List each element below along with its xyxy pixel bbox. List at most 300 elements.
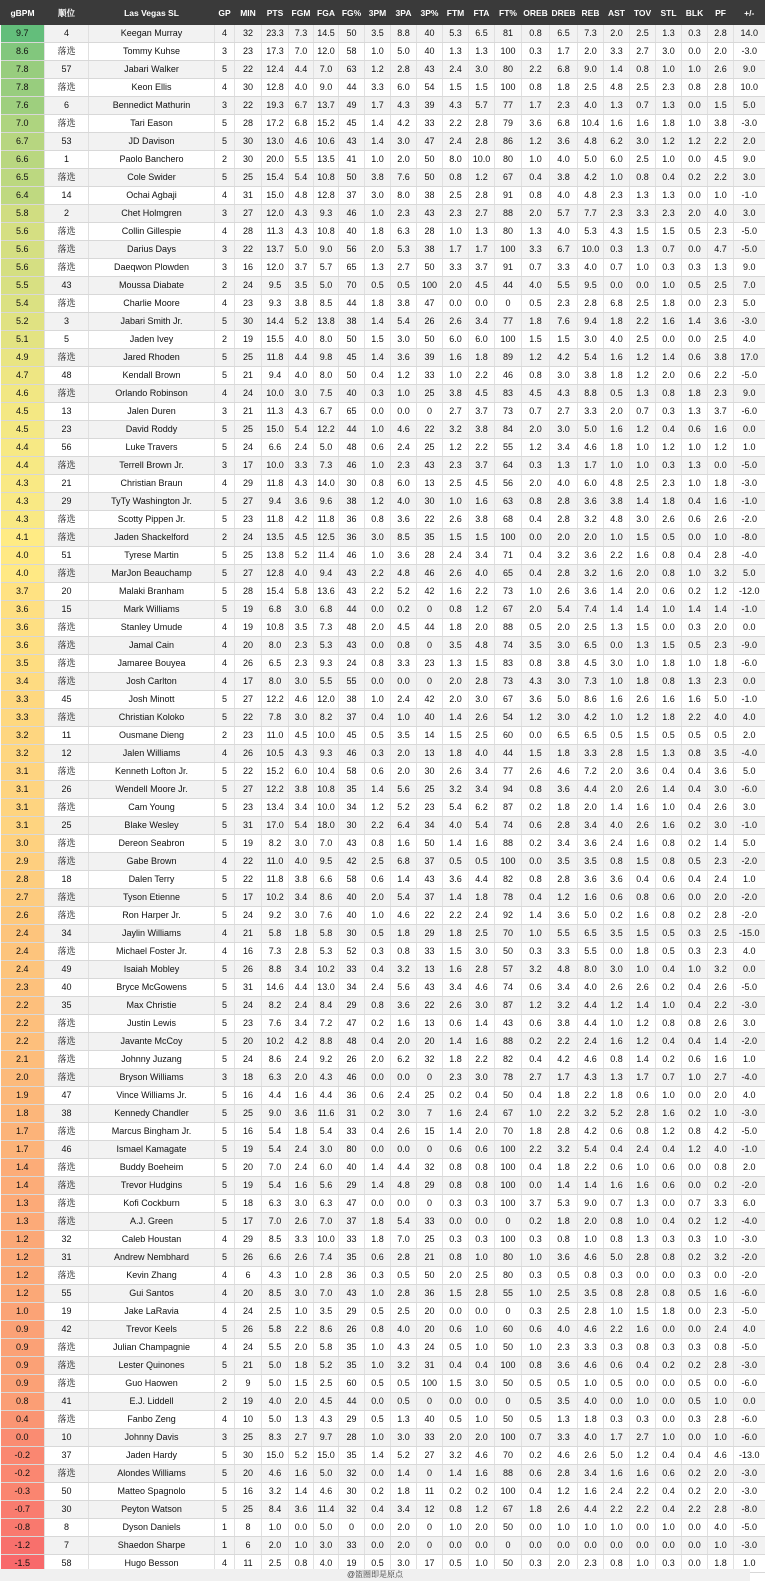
stat-cell: 2.0 bbox=[443, 1429, 469, 1447]
stat-cell: 5 bbox=[215, 1015, 235, 1033]
stat-cell: 1.2 bbox=[469, 1501, 495, 1519]
stat-cell: 1.3 bbox=[289, 1411, 314, 1429]
stat-cell: 9.3 bbox=[314, 745, 339, 763]
stat-cell: 5 bbox=[215, 439, 235, 457]
stat-cell: 2.0 bbox=[522, 475, 550, 493]
stat-cell: 11.3 bbox=[262, 223, 289, 241]
stat-cell: 8.2 bbox=[314, 709, 339, 727]
stat-cell: 1.5 bbox=[630, 853, 656, 871]
stat-cell: 0.0 bbox=[522, 1519, 550, 1537]
player-name-cell: Michael Foster Jr. bbox=[89, 943, 215, 961]
stat-cell: 3.4 bbox=[578, 817, 604, 835]
stat-cell: 31 bbox=[235, 979, 262, 997]
stat-cell: 5 bbox=[215, 1465, 235, 1483]
stat-cell: 24 bbox=[235, 529, 262, 547]
stat-cell: 25 bbox=[235, 1105, 262, 1123]
stat-cell: 1.0 bbox=[365, 205, 391, 223]
gbpm-cell: 2.8 bbox=[1, 871, 45, 889]
stat-cell: 0.3 bbox=[365, 745, 391, 763]
stat-cell: 100 bbox=[417, 1375, 443, 1393]
stat-cell: 1.8 bbox=[708, 1555, 734, 1573]
stat-cell: 15.0 bbox=[262, 1447, 289, 1465]
stat-cell: 3.5 bbox=[365, 25, 391, 43]
stat-cell: 1.8 bbox=[604, 367, 630, 385]
stat-cell: 8.6 bbox=[578, 691, 604, 709]
stat-cell: 1.3 bbox=[550, 1411, 578, 1429]
stat-cell: 4.0 bbox=[734, 1087, 765, 1105]
table-row bbox=[1, 187, 765, 205]
stat-cell: 2.5 bbox=[314, 1375, 339, 1393]
stat-cell: 10.2 bbox=[262, 1033, 289, 1051]
stat-cell: 1.6 bbox=[289, 1465, 314, 1483]
stat-cell: 0.0 bbox=[391, 1069, 417, 1087]
stat-cell: 23 bbox=[235, 1015, 262, 1033]
stat-cell: -3.0 bbox=[734, 1483, 765, 1501]
stat-cell: 43 bbox=[417, 457, 443, 475]
stat-cell: 3 bbox=[215, 97, 235, 115]
stat-cell: 4.6 bbox=[578, 439, 604, 457]
gbpm-cell: 4.3 bbox=[1, 493, 45, 511]
gbpm-cell: -0.3 bbox=[1, 1483, 45, 1501]
player-name-cell: Johnny Davis bbox=[89, 1429, 215, 1447]
stat-cell: 55 bbox=[495, 1285, 522, 1303]
stat-cell: 10.0 bbox=[262, 385, 289, 403]
stat-cell: 4 bbox=[215, 295, 235, 313]
table-row bbox=[1, 655, 765, 673]
gbpm-cell: 0.9 bbox=[1, 1357, 45, 1375]
stat-cell: 2.5 bbox=[708, 277, 734, 295]
stat-cell: 50 bbox=[495, 1555, 522, 1573]
stat-cell: 4.6 bbox=[289, 133, 314, 151]
stat-cell: 1 bbox=[215, 1519, 235, 1537]
stat-cell: 3.0 bbox=[550, 367, 578, 385]
table-row bbox=[1, 493, 765, 511]
stat-cell: 39 bbox=[417, 349, 443, 367]
stat-cell: 5.0 bbox=[604, 1447, 630, 1465]
stat-cell: 2.0 bbox=[708, 1483, 734, 1501]
stat-cell: 3.0 bbox=[469, 691, 495, 709]
draft-pick-cell: 落选 bbox=[45, 1375, 89, 1393]
stat-cell: 7.2 bbox=[314, 1015, 339, 1033]
stat-cell: 3.0 bbox=[365, 529, 391, 547]
stat-cell: 1.3 bbox=[469, 43, 495, 61]
stat-cell: 25 bbox=[235, 1429, 262, 1447]
stat-cell: 4.0 bbox=[708, 709, 734, 727]
stat-cell: 0.5 bbox=[656, 529, 682, 547]
stat-cell: 100 bbox=[495, 1231, 522, 1249]
stat-cell: 2.5 bbox=[630, 25, 656, 43]
stat-cell: 2.0 bbox=[443, 673, 469, 691]
stat-cell: 1.2 bbox=[550, 889, 578, 907]
stat-cell: 1.0 bbox=[656, 1429, 682, 1447]
stat-cell: 1.8 bbox=[656, 655, 682, 673]
stat-cell: 2.5 bbox=[469, 727, 495, 745]
stat-cell: 3.2 bbox=[578, 565, 604, 583]
stat-cell: 0.4 bbox=[682, 547, 708, 565]
draft-pick-cell: 30 bbox=[45, 1501, 89, 1519]
stat-cell: 4.6 bbox=[469, 979, 495, 997]
stat-cell: 0.8 bbox=[656, 1015, 682, 1033]
stat-cell: 44 bbox=[339, 295, 365, 313]
stat-cell: 4 bbox=[215, 1303, 235, 1321]
stat-cell: 5.0 bbox=[550, 691, 578, 709]
stat-cell: 10 bbox=[235, 1411, 262, 1429]
stat-cell: 0.0 bbox=[656, 1375, 682, 1393]
gbpm-cell: 5.6 bbox=[1, 223, 45, 241]
stat-cell: 6.2 bbox=[604, 133, 630, 151]
stat-cell: -13.0 bbox=[734, 1447, 765, 1465]
stat-cell: 7.6 bbox=[262, 1015, 289, 1033]
stat-cell: 0.7 bbox=[522, 1429, 550, 1447]
stat-cell: 5 bbox=[215, 763, 235, 781]
stat-cell: 3.6 bbox=[391, 349, 417, 367]
stat-cell: 100 bbox=[495, 1177, 522, 1195]
stat-cell: 0.0 bbox=[365, 601, 391, 619]
stat-cell: 0.0 bbox=[630, 1519, 656, 1537]
stat-cell: 5 bbox=[215, 1357, 235, 1375]
stat-cell: 50 bbox=[417, 835, 443, 853]
stat-cell: 5 bbox=[215, 907, 235, 925]
stat-cell: 0.8 bbox=[656, 547, 682, 565]
stat-cell: 2.7 bbox=[630, 43, 656, 61]
stat-cell: 4 bbox=[215, 475, 235, 493]
stat-cell: 0.0 bbox=[443, 1213, 469, 1231]
stat-cell: 3.0 bbox=[289, 385, 314, 403]
draft-pick-cell: 落选 bbox=[45, 1123, 89, 1141]
column-header: PF bbox=[708, 0, 734, 25]
stat-cell: 1.2 bbox=[708, 439, 734, 457]
stat-cell: 0.3 bbox=[522, 1303, 550, 1321]
player-name-cell: Javante McCoy bbox=[89, 1033, 215, 1051]
stat-cell: 0 bbox=[495, 295, 522, 313]
stat-cell: 0.6 bbox=[682, 367, 708, 385]
stat-cell: 0.7 bbox=[682, 1195, 708, 1213]
stat-cell: 6.8 bbox=[289, 115, 314, 133]
stat-cell: 3.0 bbox=[289, 907, 314, 925]
stat-cell: -3.0 bbox=[734, 115, 765, 133]
gbpm-cell: 0.4 bbox=[1, 1411, 45, 1429]
gbpm-cell: 5.4 bbox=[1, 295, 45, 313]
stat-cell: 6.4 bbox=[391, 817, 417, 835]
stat-cell: 4 bbox=[215, 1411, 235, 1429]
stat-cell: 4.0 bbox=[734, 1321, 765, 1339]
stat-cell: 0.3 bbox=[604, 1411, 630, 1429]
stat-cell: 5.4 bbox=[550, 601, 578, 619]
stat-cell: 0.6 bbox=[604, 1357, 630, 1375]
stat-cell: 2.2 bbox=[708, 997, 734, 1015]
stat-cell: 2.4 bbox=[443, 547, 469, 565]
table-row bbox=[1, 1123, 765, 1141]
stat-cell: 6.0 bbox=[734, 1195, 765, 1213]
stat-cell: 5 bbox=[215, 871, 235, 889]
stat-cell: 2.5 bbox=[550, 1285, 578, 1303]
stat-cell: 5.4 bbox=[289, 421, 314, 439]
stat-cell: 0.0 bbox=[391, 673, 417, 691]
stat-cell: 4.4 bbox=[262, 1087, 289, 1105]
stat-cell: 0.6 bbox=[443, 1141, 469, 1159]
stat-cell: 1.8 bbox=[443, 619, 469, 637]
stat-cell: 3.2 bbox=[391, 961, 417, 979]
stat-cell: 1.8 bbox=[656, 115, 682, 133]
stat-cell: 35 bbox=[339, 1339, 365, 1357]
stat-cell: 1.3 bbox=[443, 655, 469, 673]
player-name-cell: TyTy Washington Jr. bbox=[89, 493, 215, 511]
stat-cell: 0.3 bbox=[656, 457, 682, 475]
stat-cell: -3.0 bbox=[734, 475, 765, 493]
stat-cell: 4.5 bbox=[578, 655, 604, 673]
stat-cell: 82 bbox=[495, 871, 522, 889]
stat-cell: 3.0 bbox=[550, 673, 578, 691]
stat-cell: 2.5 bbox=[578, 619, 604, 637]
stat-cell: 0.4 bbox=[365, 1033, 391, 1051]
player-name-cell: Tari Eason bbox=[89, 115, 215, 133]
stat-cell: 7.3 bbox=[578, 673, 604, 691]
stat-cell: 4.4 bbox=[578, 781, 604, 799]
stat-cell: 6.8 bbox=[262, 601, 289, 619]
stat-cell: 3.0 bbox=[365, 187, 391, 205]
table-row bbox=[1, 1249, 765, 1267]
stat-cell: 3.3 bbox=[578, 403, 604, 421]
stat-cell: 24 bbox=[417, 1339, 443, 1357]
stat-cell: 2.7 bbox=[443, 403, 469, 421]
player-name-cell: Ismael Kamagate bbox=[89, 1141, 215, 1159]
stat-cell: 1.0 bbox=[682, 565, 708, 583]
stat-cell: 64 bbox=[495, 457, 522, 475]
stat-cell: 0.0 bbox=[682, 295, 708, 313]
player-name-cell: Gabe Brown bbox=[89, 853, 215, 871]
stat-cell: 3.6 bbox=[289, 1501, 314, 1519]
stat-cell: 12.2 bbox=[314, 421, 339, 439]
stat-cell: 22 bbox=[235, 709, 262, 727]
stat-cell: 0.3 bbox=[469, 1195, 495, 1213]
stat-cell: 1.6 bbox=[604, 421, 630, 439]
stat-cell: 2.7 bbox=[550, 403, 578, 421]
stat-cell: 0.3 bbox=[656, 1231, 682, 1249]
stat-cell: 2.5 bbox=[262, 1303, 289, 1321]
player-name-cell: Alondes Williams bbox=[89, 1465, 215, 1483]
stat-cell: 1.0 bbox=[630, 655, 656, 673]
stat-cell: 0.5 bbox=[365, 727, 391, 745]
column-header: OREB bbox=[522, 0, 550, 25]
stat-cell: 11.8 bbox=[262, 475, 289, 493]
stat-cell: 3.8 bbox=[550, 1015, 578, 1033]
stat-cell: 0.4 bbox=[630, 871, 656, 889]
table-row bbox=[1, 385, 765, 403]
stat-cell: 1.3 bbox=[443, 43, 469, 61]
stat-cell: 0.8 bbox=[443, 1249, 469, 1267]
stat-cell: 1.4 bbox=[365, 781, 391, 799]
stat-cell: 1.0 bbox=[630, 1159, 656, 1177]
stat-cell: 1.5 bbox=[630, 619, 656, 637]
table-row bbox=[1, 1537, 765, 1555]
stat-cell: 3.8 bbox=[708, 115, 734, 133]
table-row bbox=[1, 1339, 765, 1357]
stat-cell: 6.8 bbox=[314, 601, 339, 619]
stat-cell: 2.2 bbox=[365, 583, 391, 601]
stat-cell: 11 bbox=[235, 1555, 262, 1573]
stat-cell: 0 bbox=[417, 403, 443, 421]
stat-cell: 0.2 bbox=[682, 1249, 708, 1267]
stat-cell: 2.0 bbox=[469, 1429, 495, 1447]
stat-cell: 0.2 bbox=[443, 1483, 469, 1501]
table-row bbox=[1, 259, 765, 277]
stat-cell: 5.7 bbox=[314, 259, 339, 277]
stat-cell: 24 bbox=[339, 655, 365, 673]
stat-cell: 5.5 bbox=[550, 277, 578, 295]
stat-cell: 2.0 bbox=[289, 1393, 314, 1411]
stat-cell: 0.8 bbox=[365, 655, 391, 673]
stat-cell: 0.8 bbox=[656, 835, 682, 853]
stat-cell: 80 bbox=[495, 223, 522, 241]
stat-cell: 4.6 bbox=[262, 1465, 289, 1483]
stat-cell: 3.7 bbox=[289, 259, 314, 277]
gbpm-cell: 3.1 bbox=[1, 781, 45, 799]
stat-cell: 24 bbox=[235, 439, 262, 457]
stat-cell: 33 bbox=[417, 1429, 443, 1447]
stat-cell: 26 bbox=[417, 313, 443, 331]
stat-cell: 15.2 bbox=[314, 115, 339, 133]
player-name-cell: Cole Swider bbox=[89, 169, 215, 187]
stat-cell: 1.6 bbox=[630, 547, 656, 565]
stat-cell: 2.8 bbox=[708, 547, 734, 565]
stat-cell: 2.0 bbox=[522, 601, 550, 619]
stat-cell: 3.7 bbox=[469, 259, 495, 277]
stat-cell: 1.8 bbox=[550, 1159, 578, 1177]
stat-cell: 0.8 bbox=[604, 1213, 630, 1231]
stat-cell: 4.3 bbox=[289, 475, 314, 493]
stat-cell: -2.0 bbox=[734, 1033, 765, 1051]
stat-cell: 1.3 bbox=[656, 187, 682, 205]
stat-cell: 1.7 bbox=[604, 1429, 630, 1447]
stat-cell: 1.0 bbox=[708, 187, 734, 205]
stat-cell: 0.3 bbox=[682, 619, 708, 637]
stat-cell: 34 bbox=[339, 979, 365, 997]
table-row bbox=[1, 1105, 765, 1123]
stat-cell: 2.3 bbox=[289, 655, 314, 673]
stat-cell: 7.3 bbox=[289, 25, 314, 43]
stat-cell: 100 bbox=[495, 1429, 522, 1447]
stat-cell: 0.0 bbox=[365, 403, 391, 421]
stat-cell: 1.2 bbox=[365, 61, 391, 79]
stat-cell: 26 bbox=[235, 655, 262, 673]
stat-cell: 0.8 bbox=[682, 1123, 708, 1141]
stat-cell: 17.3 bbox=[262, 43, 289, 61]
stat-cell: 44 bbox=[495, 277, 522, 295]
stat-cell: 5.0 bbox=[262, 1357, 289, 1375]
stat-cell: 5.3 bbox=[391, 241, 417, 259]
stat-cell: 5 bbox=[215, 1051, 235, 1069]
stat-cell: 3.0 bbox=[469, 1069, 495, 1087]
stat-cell: 5 bbox=[215, 349, 235, 367]
stat-cell: 36 bbox=[417, 1285, 443, 1303]
stat-cell: 0.2 bbox=[682, 583, 708, 601]
player-name-cell: Darius Days bbox=[89, 241, 215, 259]
stat-cell: 2.8 bbox=[550, 1465, 578, 1483]
player-name-cell: Jake LaRavia bbox=[89, 1303, 215, 1321]
stat-cell: 6 bbox=[235, 1537, 262, 1555]
stat-cell: 1.5 bbox=[443, 1375, 469, 1393]
stat-cell: 0.4 bbox=[656, 1483, 682, 1501]
stat-cell: 2.0 bbox=[469, 1123, 495, 1141]
stat-cell: 13.5 bbox=[314, 151, 339, 169]
stat-cell: 0.0 bbox=[365, 1195, 391, 1213]
stat-cell: 4.8 bbox=[550, 961, 578, 979]
gbpm-cell: 2.9 bbox=[1, 853, 45, 871]
stat-cell: 34 bbox=[417, 817, 443, 835]
stat-cell: 0.6 bbox=[656, 1159, 682, 1177]
table-row bbox=[1, 799, 765, 817]
stat-cell: 3.3 bbox=[578, 1339, 604, 1357]
stat-cell: 2.5 bbox=[708, 331, 734, 349]
table-row bbox=[1, 367, 765, 385]
stat-cell: 6.0 bbox=[391, 475, 417, 493]
stat-cell: 60 bbox=[495, 1321, 522, 1339]
player-name-cell: Jalen Duren bbox=[89, 403, 215, 421]
stat-cell: 1.0 bbox=[469, 1249, 495, 1267]
stat-cell: 1.0 bbox=[522, 1249, 550, 1267]
gbpm-cell: 1.2 bbox=[1, 1285, 45, 1303]
stat-cell: 0.4 bbox=[682, 781, 708, 799]
stat-cell: 18 bbox=[235, 1069, 262, 1087]
stat-cell: 1.6 bbox=[708, 1285, 734, 1303]
stat-cell: 4 bbox=[215, 1555, 235, 1573]
stat-cell: 0.0 bbox=[734, 1393, 765, 1411]
stat-cell: 0.2 bbox=[365, 1105, 391, 1123]
stat-cell: 0.8 bbox=[522, 871, 550, 889]
stat-cell: 12.0 bbox=[314, 43, 339, 61]
stat-cell: 4.3 bbox=[578, 1069, 604, 1087]
stat-cell: 43 bbox=[339, 133, 365, 151]
stat-cell: 3.6 bbox=[391, 547, 417, 565]
gbpm-cell: 1.2 bbox=[1, 1267, 45, 1285]
stat-cell: 0.8 bbox=[604, 853, 630, 871]
stat-cell: 3.3 bbox=[550, 943, 578, 961]
stat-cell: 3.4 bbox=[289, 961, 314, 979]
stat-cell: 2.7 bbox=[708, 1069, 734, 1087]
stat-cell: 3.8 bbox=[391, 295, 417, 313]
stat-cell: 19 bbox=[235, 601, 262, 619]
stat-cell: 2.2 bbox=[443, 115, 469, 133]
stat-cell: 1.3 bbox=[391, 1411, 417, 1429]
stat-cell: 57 bbox=[495, 961, 522, 979]
stat-cell: 1.4 bbox=[630, 1051, 656, 1069]
stat-cell: 3.0 bbox=[314, 1141, 339, 1159]
stat-cell: 0.0 bbox=[522, 1177, 550, 1195]
gbpm-cell: 1.2 bbox=[1, 1231, 45, 1249]
stat-cell: 2.0 bbox=[391, 763, 417, 781]
stat-cell: 0.4 bbox=[656, 763, 682, 781]
stat-cell: 3.5 bbox=[578, 1285, 604, 1303]
stat-cell: 0.2 bbox=[522, 1033, 550, 1051]
stat-cell: 0.4 bbox=[682, 997, 708, 1015]
stat-cell: 4.4 bbox=[289, 61, 314, 79]
stat-cell: 4.4 bbox=[289, 349, 314, 367]
player-name-cell: Josh Carlton bbox=[89, 673, 215, 691]
stat-cell: 0.2 bbox=[682, 1483, 708, 1501]
player-name-cell: Bennedict Mathurin bbox=[89, 97, 215, 115]
stat-cell: 45 bbox=[339, 727, 365, 745]
stat-cell: 1.5 bbox=[522, 745, 550, 763]
stat-cell: 3.6 bbox=[550, 781, 578, 799]
stat-cell: 1.4 bbox=[365, 1159, 391, 1177]
stat-cell: 0.8 bbox=[469, 1177, 495, 1195]
stat-cell: 3.2 bbox=[391, 1357, 417, 1375]
stat-cell: 5 bbox=[215, 133, 235, 151]
stat-cell: 3.0 bbox=[391, 1555, 417, 1573]
gbpm-cell: 3.6 bbox=[1, 637, 45, 655]
stat-cell: 3.6 bbox=[604, 871, 630, 889]
stat-cell: 2.6 bbox=[630, 817, 656, 835]
